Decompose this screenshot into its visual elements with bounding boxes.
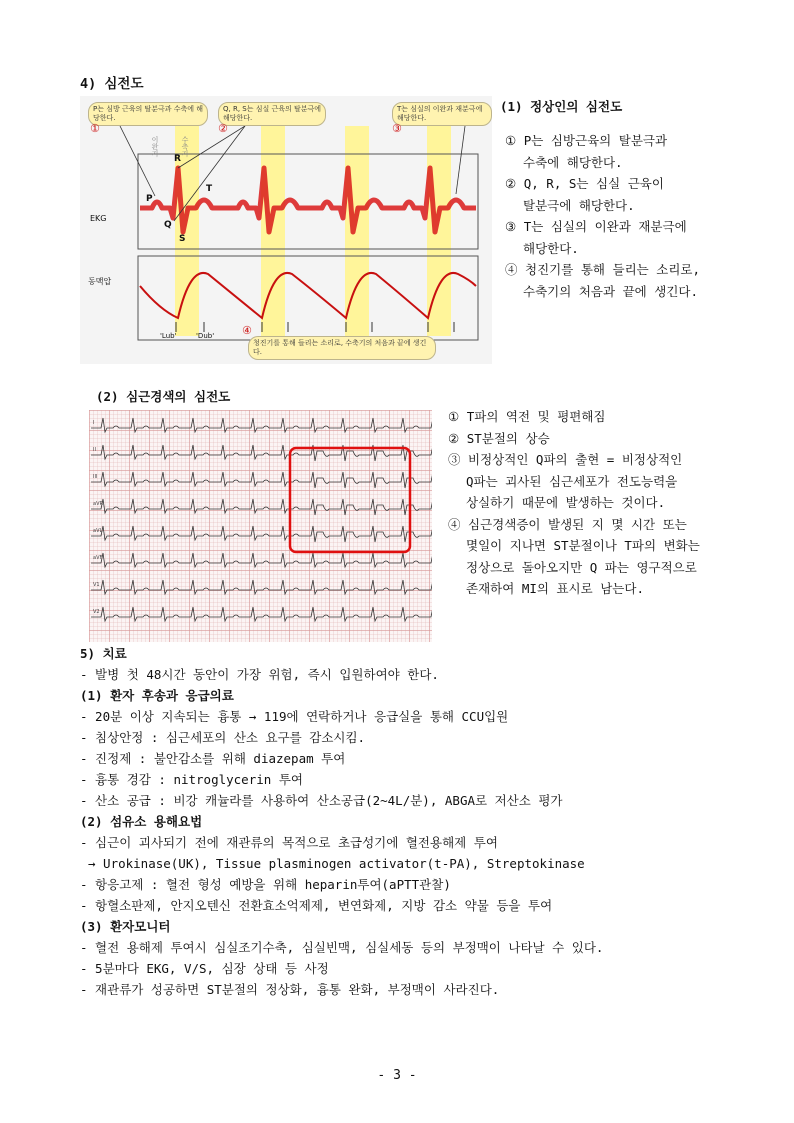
label-arterial-pressure: 동맥압: [88, 277, 112, 286]
normal-ecg-line: 수축에 해당한다.: [523, 154, 623, 170]
sub1-line: - 산소 공급 : 비강 캐뉼라를 사용하여 산소공급(2~4L/분), ABGA로 저산소 평가: [80, 793, 563, 808]
mi-ecg-title: (2) 심근경색의 심전도: [96, 389, 231, 404]
sub3-line: - 재관류가 성공하면 ST분절의 정상화, 흉통 완화, 부정맥이 사라진다.: [80, 982, 500, 997]
ecg-lead-label: aVR: [93, 501, 103, 507]
normal-ecg-line: 탈분극에 해당한다.: [523, 197, 635, 213]
mi-ecg-line: ① T파의 역전 및 평편해짐: [448, 409, 606, 424]
ecg-lead-label: III: [93, 474, 98, 480]
phase-diastole-label: 이완기: [151, 136, 159, 157]
normal-ecg-line: 수축기의 처음과 끝에 생긴다.: [523, 283, 699, 299]
ecg-lead-label: I: [93, 420, 95, 426]
marker-2: ②: [218, 122, 228, 135]
phase-systole-label: 수축기: [181, 136, 189, 157]
ecg-lead-trace: [91, 418, 432, 432]
ecg-lead-label: II: [93, 447, 96, 453]
normal-ecg-line: ③ T는 심실의 이완과 재분극에: [505, 219, 687, 234]
callout-t-wave: T는 심실의 이완과 재분극에 해당한다.: [392, 102, 492, 126]
mi-ecg-line: 정상으로 돌아오지만 Q 파는 영구적으로: [466, 559, 697, 575]
mi-ecg-list: [448, 406, 700, 600]
ecg-lead-trace: [91, 499, 432, 515]
dub-label: 'Dub': [196, 332, 215, 340]
mi-ecg-line: 존재하여 MI의 표시로 남는다.: [466, 581, 644, 596]
sub3-line: - 5분마다 EKG, V/S, 심장 상태 등 사정: [80, 961, 329, 976]
sub1-title: (1) 환자 후송과 응급의료: [80, 688, 234, 703]
mi-ecg-line: 몇일이 지나면 ST분절이나 T파의 변화는: [466, 538, 700, 553]
normal-ecg-line: ④ 청진기를 통해 들리는 소리로,: [505, 262, 701, 277]
normal-ecg-line: 해당한다.: [523, 240, 579, 256]
mi-ecg-line: ② ST분절의 상승: [448, 430, 550, 446]
mi-ecg-line: 상실하기 때문에 발생하는 것이다.: [466, 495, 666, 510]
callout-qrs: Q, R, S는 심실 근육의 탈분극에 해당한다.: [218, 102, 326, 126]
sub2-line: - 심근이 괴사되기 전에 재관류의 목적으로 초급성기에 혈전용해제 투여: [80, 835, 498, 850]
sub1-line: - 20분 이상 지속되는 흉통 → 119에 연락하거나 응급실을 통해 CCU입원: [80, 709, 509, 724]
sub3-line: - 혈전 용해제 투여시 심실조기수축, 심실빈맥, 심실세동 등의 부정맥이 나타날 수 있다.: [80, 940, 604, 955]
lub-label: 'Lub': [160, 332, 177, 340]
ecg-lead-label: aVL: [93, 528, 103, 534]
sub2-line: → Urokinase(UK), Tissue plasminogen activator(t-PA), Streptokinase: [88, 856, 585, 871]
sub3-title: (3) 환자모니터: [80, 919, 171, 934]
wave-t-label: T: [206, 184, 213, 194]
label-ekg: EKG: [90, 214, 107, 223]
ecg-lead-label: aVF: [93, 555, 103, 561]
ecg-lead-label: V1: [93, 582, 100, 588]
mi-ecg-tracing: [89, 410, 432, 642]
ecg-lead-trace: [91, 526, 432, 542]
sub1-line: - 진정제 : 불안감소를 위해 diazepam 투여: [80, 751, 346, 766]
wave-r-label: R: [174, 154, 181, 164]
section5-intro: - 발병 첫 48시간 동안이 가장 위험, 즉시 입원하여야 한다.: [80, 667, 439, 682]
normal-ecg-line: ① P는 심방근육의 탈분극과: [505, 133, 668, 148]
ecg-lead-trace: [91, 472, 432, 488]
page-number: - 3 -: [377, 1068, 417, 1083]
normal-ecg-line: ② Q, R, S는 심실 근육이: [505, 176, 664, 191]
section4-heading: 4) 심전도: [80, 76, 144, 92]
section5-heading: 5) 치료: [80, 646, 127, 661]
marker-4: ④: [242, 324, 252, 337]
callout-heart-sound: 청진기를 통해 들리는 소리로, 수축기의 처음과 끝에 생긴다.: [248, 336, 436, 360]
normal-ecg-diagram: [80, 96, 492, 364]
sub2-line: - 항혈소판제, 안지오텐신 전환효소억제제, 변연화제, 지방 감소 약물 등을 투여: [80, 898, 553, 913]
mi-ecg-line: ③ 비정상적인 Q파의 출현 = 비정상적인: [448, 452, 683, 467]
sub2-line: - 항응고제 : 혈전 형성 예방을 위해 heparin투여(aPTT관찰): [80, 877, 451, 892]
ecg-lead-trace: [91, 553, 432, 567]
ecg-lead-label: V2: [93, 609, 100, 615]
wave-p-label: P: [146, 194, 153, 204]
ecg-lead-trace: [91, 580, 432, 594]
marker-1: ①: [90, 122, 100, 135]
mi-ecg-figure: [89, 410, 432, 642]
wave-s-label: S: [179, 234, 186, 244]
wave-q-label: Q: [164, 220, 172, 230]
normal-ecg-list: [505, 130, 700, 302]
normal-ecg-figure: [80, 96, 492, 364]
callout-p-wave: P는 심방 근육의 탈분극과 수축에 해당한다.: [88, 102, 208, 126]
sub1-line: - 침상안정 : 심근세포의 산소 요구를 감소시킴.: [80, 730, 366, 745]
marker-3: ③: [392, 122, 402, 135]
mi-ecg-line: Q파는 괴사된 심근세포가 전도능력을: [466, 473, 678, 489]
ecg-lead-trace: [91, 607, 432, 621]
normal-ecg-title: (1) 정상인의 심전도: [500, 99, 623, 114]
section5: [80, 643, 603, 1000]
st-elevation-highlight: [290, 448, 410, 552]
sub2-title: (2) 섬유소 용해요법: [80, 814, 203, 829]
mi-ecg-line: ④ 심근경색증이 발생된 지 몇 시간 또는: [448, 516, 687, 532]
sub1-line: - 흉통 경감 : nitroglycerin 투여: [80, 772, 303, 787]
